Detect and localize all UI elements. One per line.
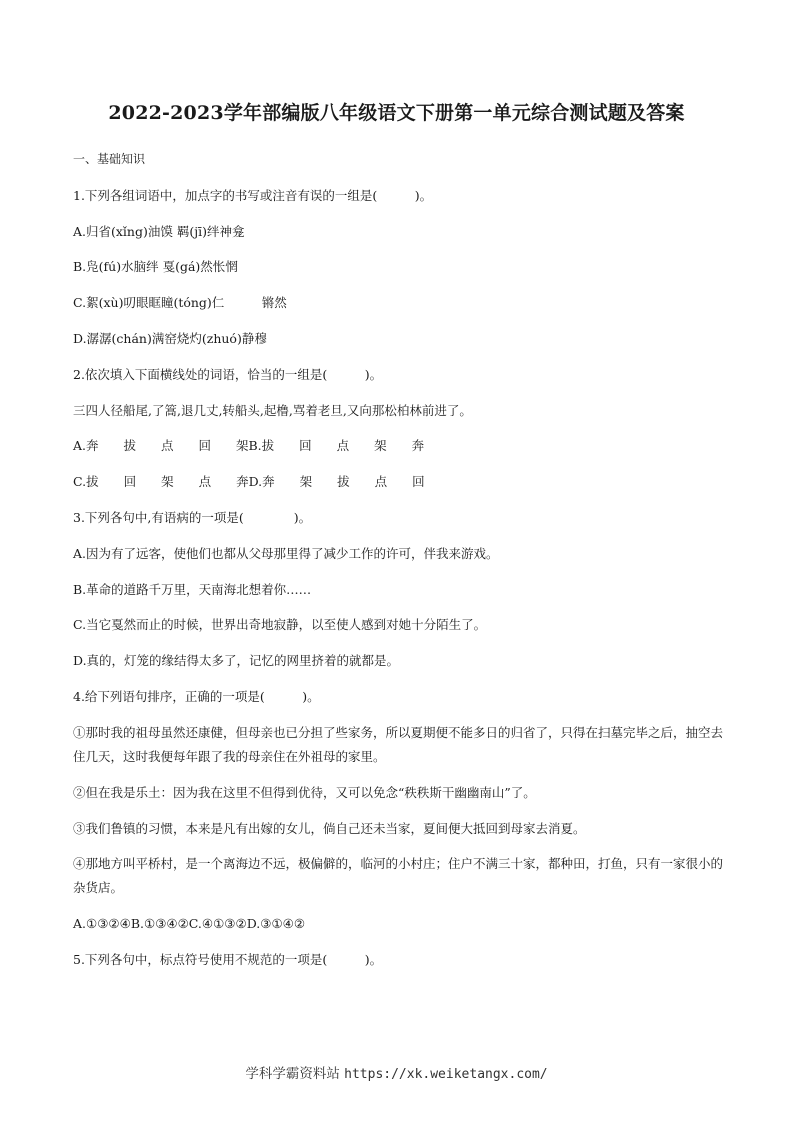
- question-1-stem: 1.下列各组词语中，加点字的书写或注音有误的一组是( )。: [73, 187, 433, 203]
- question-4-sentence-4: ④那地方叫平桥村，是一个离海边不远，极偏僻的，临河的小村庄；住户不满三十家，都种田，打鱼，只有一家很小的杂货店。: [73, 856, 724, 896]
- question-4-options: A.①③②④B.①③④②C.④①③②D.③①④②: [73, 916, 306, 932]
- question-2-passage: 三四人径船尾,了篙,退几丈,转船头,起橹,骂着老旦,又向那松柏林前进了。: [73, 402, 472, 418]
- question-3-option-d: D.真的，灯笼的缘结得太多了，记忆的网里挤着的就都是。: [73, 653, 400, 669]
- question-4-stem: 4.给下列语句排序，正确的一项是( )。: [73, 688, 320, 704]
- question-1-option-a: A.归省(xǐng)油馍 羁(jī)绊神龛: [73, 223, 245, 239]
- document-body: [73, 148, 725, 984]
- section-heading: 一、基础知识: [73, 152, 146, 166]
- question-3-option-c: C.当它戛然而止的时候，世界出奇地寂静，以至使人感到对她十分陌生了。: [73, 617, 487, 633]
- question-3-stem: 3.下列各句中,有语病的一项是( )。: [73, 509, 312, 525]
- question-1-option-b: B.凫(fú)水脑绊 戛(gá)然怅惘: [73, 259, 238, 275]
- question-3-option-b: B.革命的道路千万里，天南海北想着你……: [73, 581, 312, 597]
- question-4-sentence-3: ③我们鲁镇的习惯，本来是凡有出嫁的女儿，倘自己还未当家，夏间便大抵回到母家去消夏。: [73, 820, 586, 836]
- question-4-sentence-1: ①那时我的祖母虽然还康健，但母亲也已分担了些家务，所以夏期便不能多日的归省了，只得在扫墓完毕之后，抽空去住几天，这时我便每年跟了我的母亲住在外祖母的家里。: [73, 724, 724, 764]
- footer-url-link[interactable]: https://xk.weiketangx.com/: [344, 1067, 548, 1082]
- question-4-sentence-2: ②但在我是乐土：因为我在这里不但得到优待，又可以免念“秩秩斯干幽幽南山”了。: [73, 784, 536, 800]
- footer-site-name: 学科学霸资料站: [245, 1066, 340, 1082]
- question-1-option-d: D.潺潺(chán)满窑烧灼(zhuó)静穆: [73, 330, 267, 346]
- question-2-options-cd: C.拔 回 架 点 奔D.奔 架 拔 点 回: [73, 474, 425, 490]
- page-title: 2022-2023学年部编版八年级语文下册第一单元综合测试题及答案: [108, 102, 685, 124]
- question-1-option-c: C.絮(xù)叨眼眶瞳(tóng)仁 锵然: [73, 295, 287, 311]
- question-2-stem: 2.依次填入下面横线处的词语，恰当的一组是( )。: [73, 366, 383, 382]
- question-2-options-ab: A.奔 拔 点 回 架B.拔 回 点 架 奔: [73, 438, 425, 454]
- page-footer: [0, 1062, 793, 1082]
- question-3-option-a: A.因为有了远客，使他们也都从父母那里得了减少工作的许可，伴我来游戏。: [73, 545, 499, 561]
- question-5-stem: 5.下列各句中，标点符号使用不规范的一项是( )。: [73, 952, 383, 968]
